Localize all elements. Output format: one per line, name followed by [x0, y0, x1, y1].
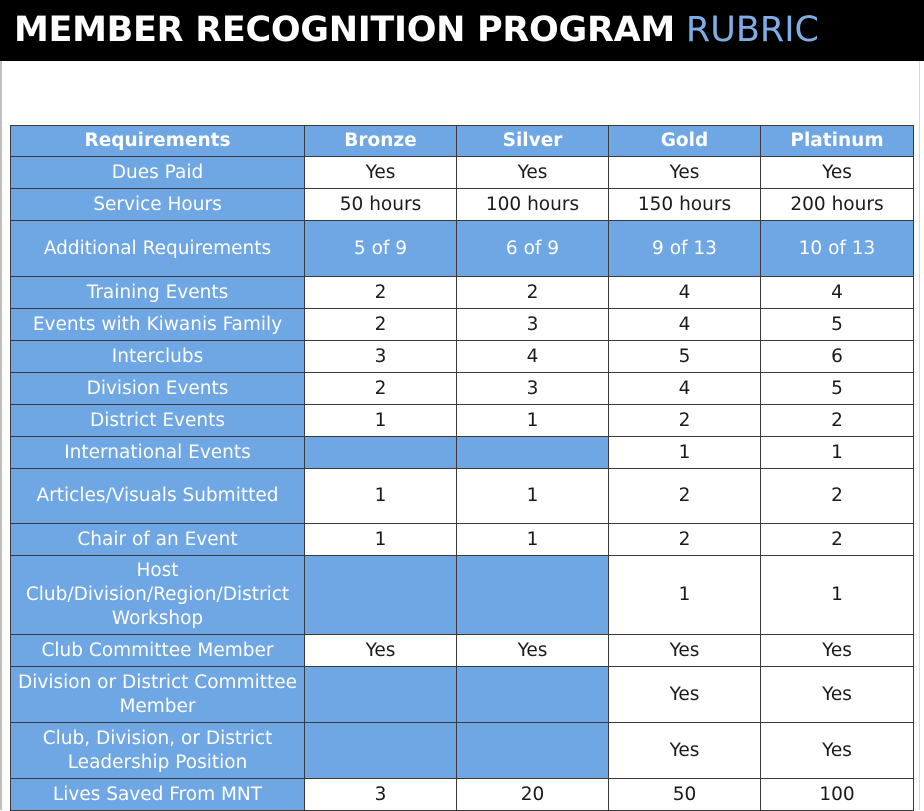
cell-silver: 2 — [457, 277, 609, 309]
cell-silver: 6 of 9 — [457, 221, 609, 277]
cell-platinum: 200 hours — [761, 189, 914, 221]
cell-silver: 1 — [457, 405, 609, 437]
cell-gold: 4 — [609, 277, 761, 309]
table-row — [11, 341, 914, 373]
table-row — [11, 667, 914, 723]
row-label: Training Events — [11, 277, 305, 309]
cell-bronze: Yes — [305, 157, 457, 189]
cell-bronze: 2 — [305, 373, 457, 405]
cell-bronze: 1 — [305, 469, 457, 524]
cell-silver-empty — [457, 723, 609, 779]
cell-platinum: 1 — [761, 556, 914, 635]
header-requirements: Requirements — [11, 126, 305, 157]
rubric-table — [10, 125, 914, 811]
table-row — [11, 309, 914, 341]
cell-platinum: 10 of 13 — [761, 221, 914, 277]
cell-gold: Yes — [609, 667, 761, 723]
cell-gold: Yes — [609, 635, 761, 667]
cell-bronze: 1 — [305, 524, 457, 556]
row-label: Division or District Committee Member — [11, 667, 305, 723]
header-silver: Silver — [457, 126, 609, 157]
cell-bronze-empty — [305, 667, 457, 723]
cell-platinum: 6 — [761, 341, 914, 373]
cell-silver: 4 — [457, 341, 609, 373]
table-row — [11, 635, 914, 667]
cell-platinum: 2 — [761, 469, 914, 524]
table-row — [11, 157, 914, 189]
cell-platinum: Yes — [761, 635, 914, 667]
cell-platinum: Yes — [761, 723, 914, 779]
cell-platinum: 100 — [761, 779, 914, 811]
cell-gold: 50 — [609, 779, 761, 811]
header-platinum: Platinum — [761, 126, 914, 157]
cell-silver: 3 — [457, 373, 609, 405]
cell-silver: 1 — [457, 469, 609, 524]
row-label: Division Events — [11, 373, 305, 405]
cell-gold: 4 — [609, 309, 761, 341]
cell-gold: 9 of 13 — [609, 221, 761, 277]
header-gold: Gold — [609, 126, 761, 157]
header-row — [11, 126, 914, 157]
cell-platinum: 1 — [761, 437, 914, 469]
cell-gold: 1 — [609, 556, 761, 635]
table-row — [11, 277, 914, 309]
cell-bronze-empty — [305, 723, 457, 779]
cell-bronze: 3 — [305, 341, 457, 373]
table-row — [11, 405, 914, 437]
row-label: Articles/Visuals Submitted — [11, 469, 305, 524]
cell-platinum: 2 — [761, 524, 914, 556]
row-label: Service Hours — [11, 189, 305, 221]
row-label: International Events — [11, 437, 305, 469]
row-label: Additional Requirements — [11, 221, 305, 277]
cell-platinum: 5 — [761, 309, 914, 341]
cell-gold: 5 — [609, 341, 761, 373]
cell-bronze: Yes — [305, 635, 457, 667]
row-label: Lives Saved From MNT — [11, 779, 305, 811]
table-row — [11, 373, 914, 405]
cell-gold: 150 hours — [609, 189, 761, 221]
page-title-accent: RUBRIC — [685, 10, 819, 50]
table-row — [11, 189, 914, 221]
cell-silver: 100 hours — [457, 189, 609, 221]
row-label: Events with Kiwanis Family — [11, 309, 305, 341]
row-label: Host Club/Division/Region/District Workshop — [11, 556, 305, 635]
row-label: Dues Paid — [11, 157, 305, 189]
cell-gold: 2 — [609, 524, 761, 556]
table-row — [11, 469, 914, 524]
cell-silver: 20 — [457, 779, 609, 811]
row-label: Chair of an Event — [11, 524, 305, 556]
table-row — [11, 221, 914, 277]
cell-silver: 1 — [457, 524, 609, 556]
cell-platinum: Yes — [761, 157, 914, 189]
cell-bronze: 50 hours — [305, 189, 457, 221]
row-label: Club, Division, or District Leadership Position — [11, 723, 305, 779]
row-label: Interclubs — [11, 341, 305, 373]
cell-platinum: 4 — [761, 277, 914, 309]
cell-silver: 3 — [457, 309, 609, 341]
cell-silver: Yes — [457, 635, 609, 667]
table-row — [11, 779, 914, 811]
table-row — [11, 556, 914, 635]
page-border-left — [0, 61, 2, 810]
cell-silver-empty — [457, 437, 609, 469]
cell-platinum: 2 — [761, 405, 914, 437]
cell-gold: 2 — [609, 405, 761, 437]
cell-bronze: 2 — [305, 309, 457, 341]
table-row — [11, 723, 914, 779]
table-row — [11, 437, 914, 469]
cell-bronze-empty — [305, 556, 457, 635]
table-row — [11, 524, 914, 556]
cell-bronze: 3 — [305, 779, 457, 811]
row-label: Club Committee Member — [11, 635, 305, 667]
cell-silver-empty — [457, 556, 609, 635]
cell-platinum: Yes — [761, 667, 914, 723]
cell-gold: Yes — [609, 157, 761, 189]
cell-bronze: 5 of 9 — [305, 221, 457, 277]
cell-silver: Yes — [457, 157, 609, 189]
cell-platinum: 5 — [761, 373, 914, 405]
page-title: MEMBER RECOGNITION PROGRAM — [14, 10, 675, 50]
cell-bronze-empty — [305, 437, 457, 469]
cell-bronze: 1 — [305, 405, 457, 437]
cell-gold: 2 — [609, 469, 761, 524]
cell-gold: Yes — [609, 723, 761, 779]
cell-gold: 1 — [609, 437, 761, 469]
cell-gold: 4 — [609, 373, 761, 405]
page-border-right — [919, 61, 920, 810]
title-bar — [0, 0, 924, 61]
cell-bronze: 2 — [305, 277, 457, 309]
header-bronze: Bronze — [305, 126, 457, 157]
cell-silver-empty — [457, 667, 609, 723]
row-label: District Events — [11, 405, 305, 437]
